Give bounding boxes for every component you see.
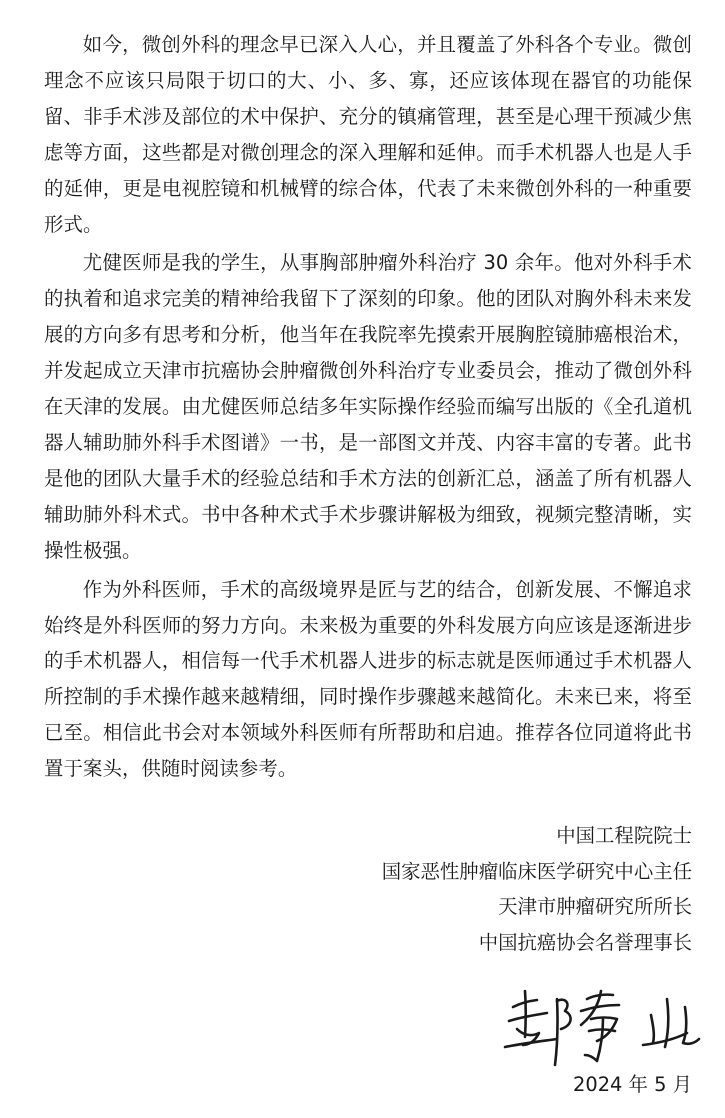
- paragraph-intro: 如今，微创外科的理念早已深入人心，并且覆盖了外科各个专业。微创理念不应该只局限于切口的大、小、多、寡，还应该体现在器官的功能保留、非手术涉及部位的术中保护、充分的镇痛管理，甚至是心理干预减少焦虑等方面，这些都是对微创理念的深入理解和延伸。而手术机器人也是人手的延伸，更是电视腔镜和机械臂的综合体，代表了未来微创外科的一种重要形式。: [44, 33, 692, 236]
- handwritten-signature: [495, 985, 705, 1070]
- preface-body: [44, 27, 692, 790]
- signoff-title-honorary-chairman: 中国抗癌协会名誉理事长: [478, 930, 692, 954]
- preface-date: 2024 年 5 月: [573, 1073, 692, 1096]
- signoff-title-center-director: 国家恶性肿瘤临床医学研究中心主任: [381, 859, 692, 883]
- signoff-title-institute-director: 天津市肿瘤研究所所长: [498, 895, 692, 918]
- signature-icon: [495, 985, 705, 1070]
- signoff-block: [382, 818, 692, 960]
- signoff-title-academician: 中国工程院院士: [556, 824, 692, 847]
- paragraph-outlook: 作为外科医师，手术的高级境界是匠与艺的结合，创新发展、不懈追求始终是外科医师的努力方向。未来极为重要的外科发展方向应该是逐渐进步的手术机器人，相信每一代手术机器人进步的标志就是医师通过手术机器人所控制的手术操作越来越精细，同时操作步骤越来越简化。未来已来，将至已至。相信此书会对本领域外科医师有所帮助和启迪。推荐各位同道将此书置于案头，供随时阅读参考。: [44, 577, 692, 781]
- paragraph-author: 尤健医师是我的学生，从事胸部肿瘤外科治疗 30 余年。他对外科手术的执着和追求完美的精神给我留下了深刻的印象。他的团队对胸外科未来发展的方向多有思考和分析，他当年在我院率先摸索开展胸腔镜肺癌根治术，并发起成立天津市抗癌协会肿瘤微创外科治疗专业委员会，推动了微创外科在天津的发展。由尤健医师总结多年实际操作经验而编写出版的《全孔道机器人辅助肺外科手术图谱》一书，是一部图文并茂、内容丰富的专著。此书是他的团队大量手术的经验总结和手术方法的创新汇总，涵盖了所有机器人辅助肺外科术式。书中各种术式手术步骤讲解极为细致，视频完整清晰，实操性极强。: [44, 251, 692, 562]
